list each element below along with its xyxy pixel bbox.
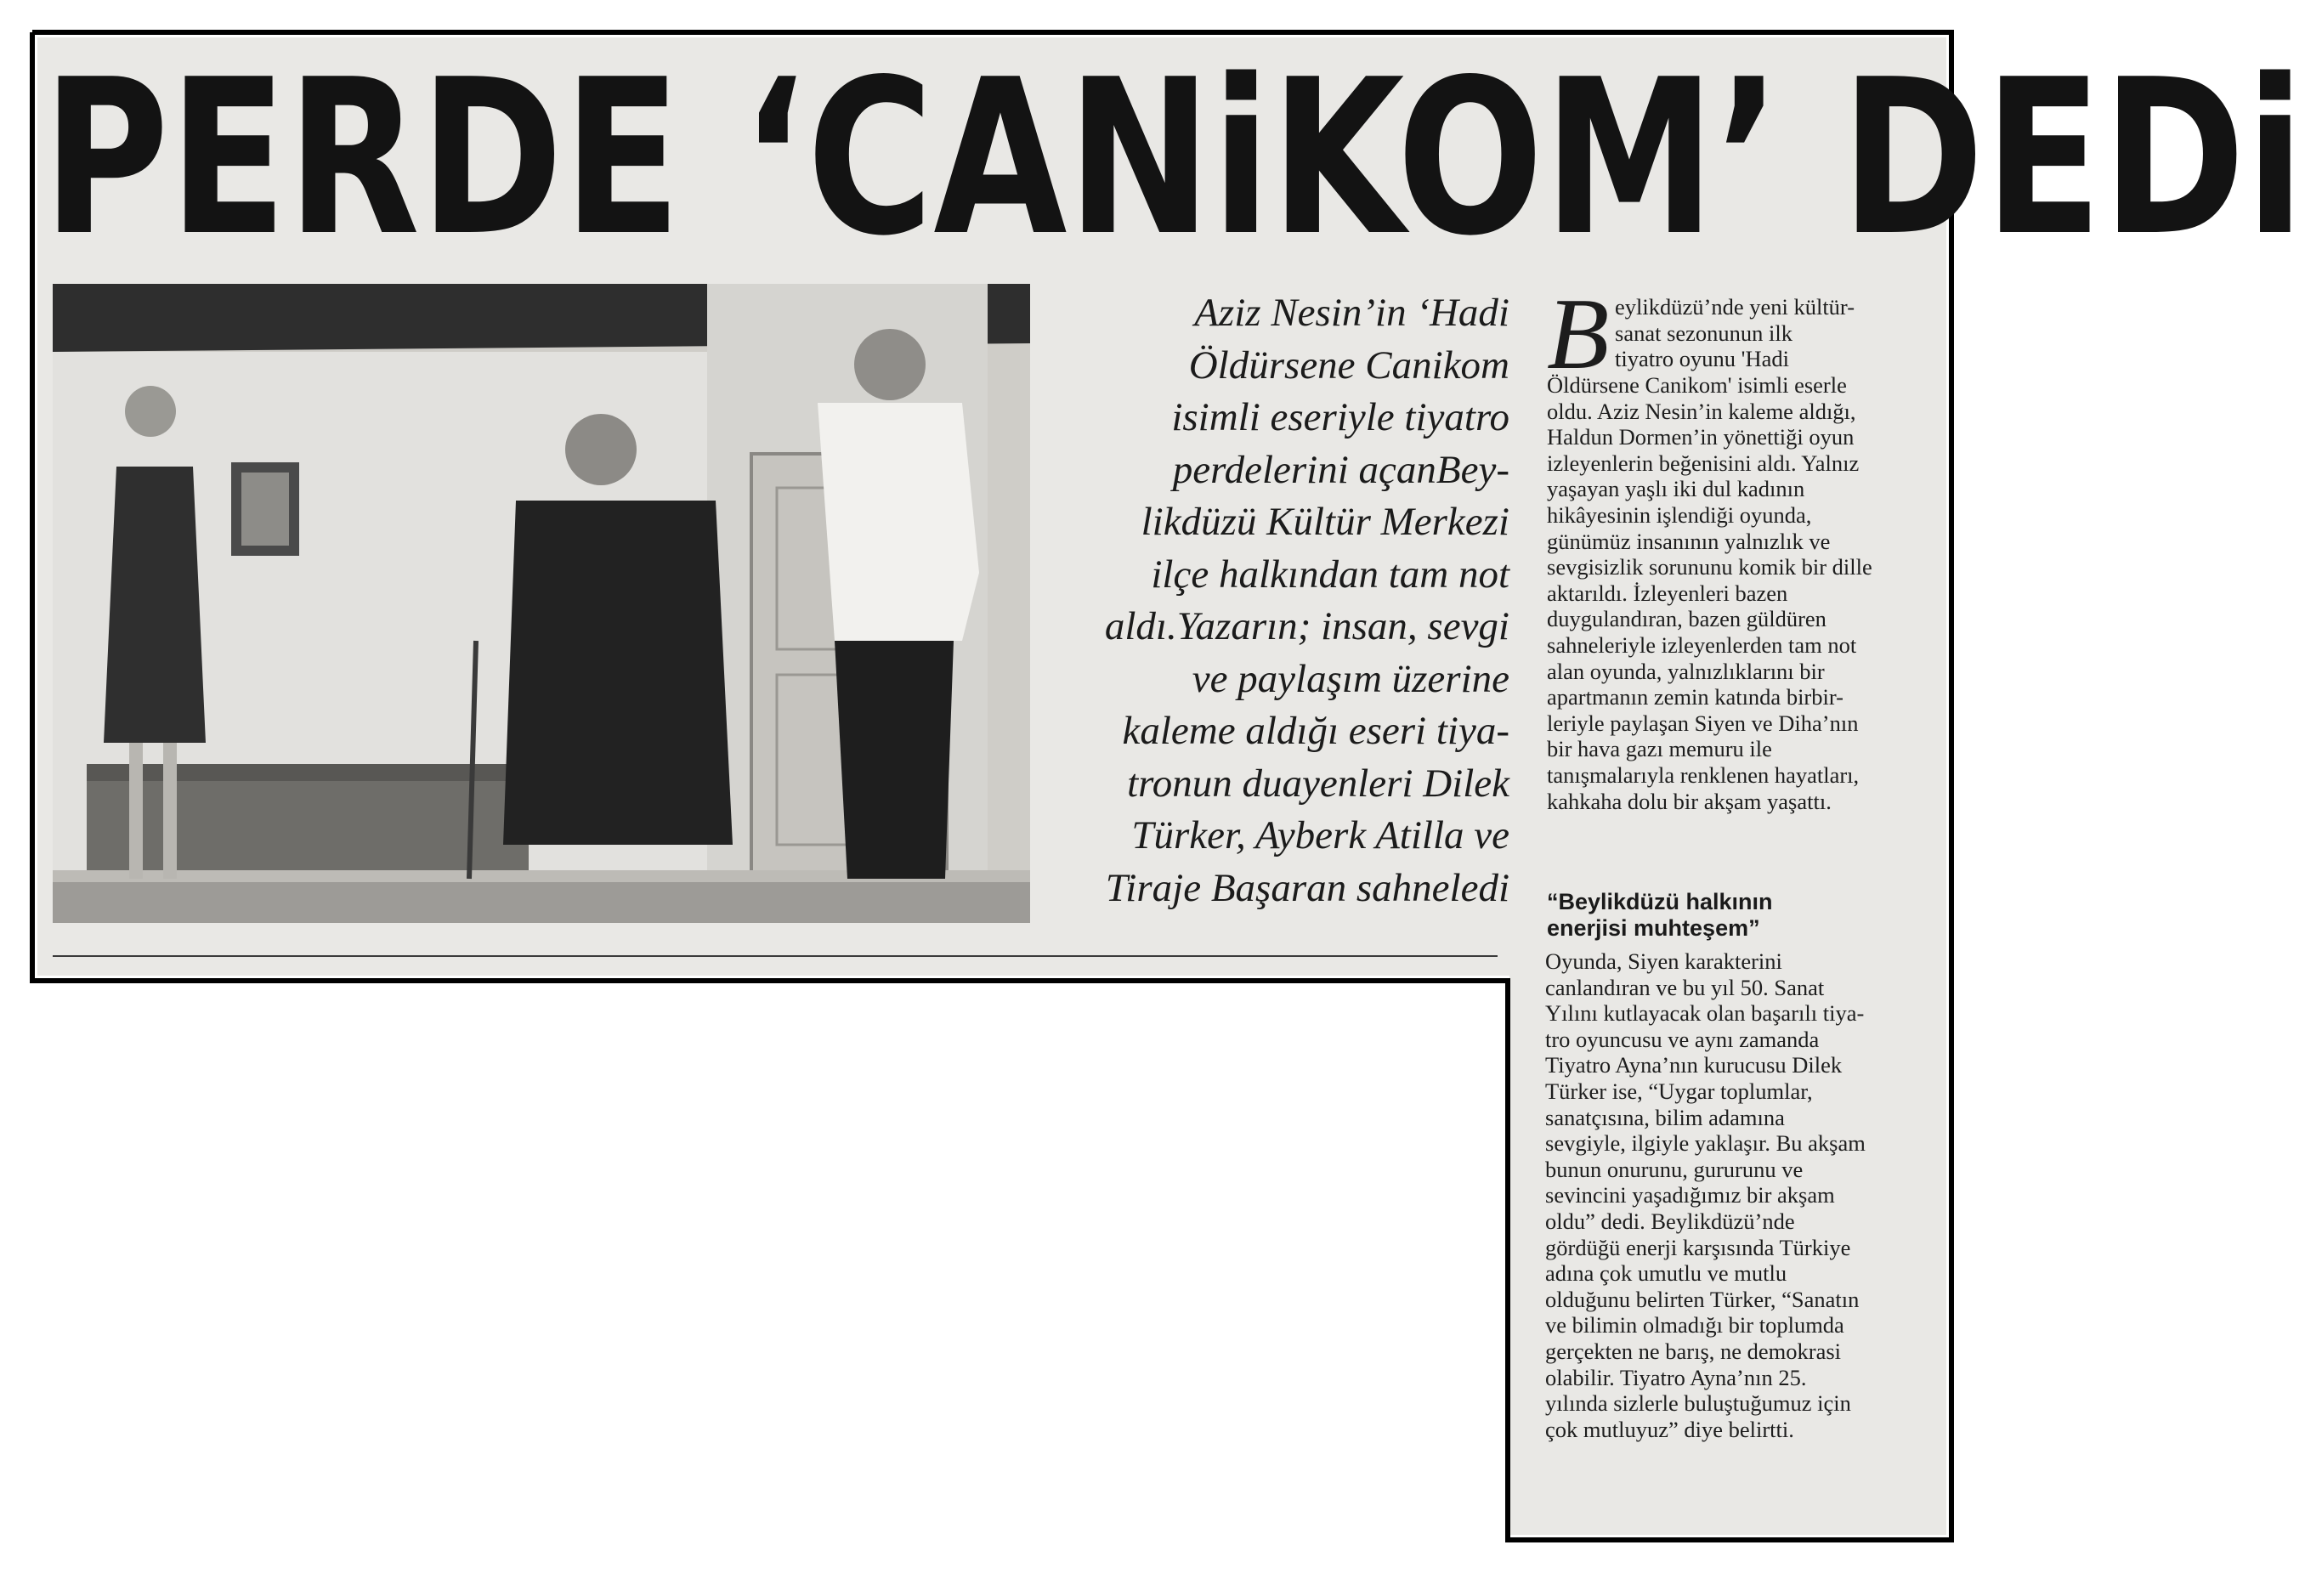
article-line: çok mutluyuz” diye belirtti.: [1545, 1416, 1794, 1442]
article-line: Tiyatro Ayna’nın kurucusu Dilek: [1545, 1052, 1843, 1078]
article-line: tiyatro oyunu 'Hadi: [1615, 346, 1789, 371]
deck-line: isimli eseriyle tiyatro: [1171, 395, 1509, 439]
deck-line: tronun duayenleri Dilek: [1127, 761, 1509, 806]
stage-photo: [53, 284, 1030, 923]
headline: PERDE ‘CANiKOM’ DEDi: [42, 34, 2305, 283]
article-line: yaşayan yaşlı iki dul kadının: [1547, 476, 1805, 502]
article-line: canlandıran ve bu yıl 50. Sanat: [1545, 974, 1825, 1000]
article-line: adına çok umutlu ve mutlu: [1545, 1260, 1787, 1287]
article-line: eylikdüzü’nde yeni kültür-: [1615, 294, 1855, 320]
article-line: bir hava gazı memuru ile: [1547, 736, 1772, 762]
article-line: alan oyunda, yalnızlıklarını bir: [1547, 658, 1825, 684]
article-line: Türker ise, “Uygar toplumlar,: [1545, 1078, 1813, 1104]
deck-line: aldı.Yazarın; insan, sevgi: [1104, 604, 1509, 648]
article-line: Oyunda, Siyen karakterini: [1545, 948, 1782, 974]
article-line: bunun onurunu, gururunu ve: [1545, 1156, 1804, 1182]
drop-cap: B: [1547, 277, 1610, 390]
article-subhead: [1547, 889, 1904, 942]
article-line: sevgiyle, ilgiyle yaklaşır. Bu akşam: [1545, 1130, 1866, 1157]
article-line: ve bilimin olmadığı bir toplumda: [1545, 1312, 1844, 1338]
deck-line: Tiraje Başaran sahneledi: [1105, 865, 1509, 910]
article-line: sevgisizlik sorununu komik bir dille: [1547, 554, 1872, 580]
article-line: tanışmalarıyla renklenen hayatları,: [1547, 761, 1860, 788]
article-line: Haldun Dormen’in yönettiği oyun: [1547, 424, 1855, 450]
deck-line: kaleme aldığı eseri tiya-: [1122, 709, 1509, 753]
article-line: apartmanın zemin katında birbir-: [1547, 684, 1843, 710]
article-line: leriyle paylaşan Siyen ve Diha’nın: [1547, 710, 1859, 736]
article-line: sanatçısına, bilim adamına: [1545, 1104, 1785, 1130]
article-line: gördüğü enerji karşısında Türkiye: [1545, 1234, 1851, 1260]
article-line: tro oyuncusu ve aynı zamanda: [1545, 1026, 1820, 1052]
article-line: sanat sezonunun ilk: [1615, 320, 1793, 346]
article-line: aktarıldı. İzleyenleri bazen: [1547, 580, 1788, 606]
article-line: olduğunu belirten Türker, “Sanatın: [1545, 1286, 1860, 1312]
article-line: yılında sizlerle buluştuğumuz için: [1545, 1390, 1851, 1417]
article-body-continued: [1545, 948, 1902, 1442]
article-line: olabilir. Tiyatro Ayna’nın 25.: [1545, 1364, 1807, 1390]
article-line: kahkaha dolu bir akşam yaşattı.: [1547, 788, 1832, 814]
article-line: Öldürsene Canikom' isimli eserle: [1547, 372, 1847, 398]
deck-line: Aziz Nesin’in ‘Hadi: [1194, 291, 1509, 335]
article-line: günümüz insanının yalnızlık ve: [1547, 528, 1831, 554]
deck-text: [1045, 287, 1509, 942]
deck-line: perdelerini açanBey-: [1172, 447, 1509, 492]
article-line: sevincini yaşadığımız bir akşam: [1545, 1182, 1835, 1208]
deck-line: likdüzü Kültür Merkezi: [1141, 500, 1509, 544]
deck-line: ve paylaşım üzerine: [1192, 656, 1509, 701]
subhead-line: “Beylikdüzü halkının: [1547, 889, 1773, 914]
article-line: Yılını kutlayacak olan başarılı tiya-: [1545, 1000, 1865, 1027]
subhead-line: enerjisi muhteşem”: [1547, 915, 1760, 941]
deck-line: Öldürsene Canikom: [1188, 342, 1509, 388]
article-line: oldu” dedi. Beylikdüzü’nde: [1545, 1208, 1795, 1234]
article-line: hikâyesinin işlendiği oyunda,: [1547, 501, 1812, 528]
article-line: izleyenlerin beğenisini aldı. Yalnız: [1547, 450, 1860, 476]
deck-line: ilçe halkından tam not: [1151, 552, 1509, 597]
article-line: sahneleriyle izleyenlerden tam not: [1547, 631, 1857, 658]
article-body: [1547, 372, 1895, 814]
article-line: gerçekten ne barış, ne demokrasi: [1545, 1338, 1842, 1364]
divider-rule: [53, 955, 1498, 957]
article-line: oldu. Aziz Nesin’in kaleme aldığı,: [1547, 398, 1856, 424]
article-intro: [1615, 294, 1895, 372]
deck-line: Türker, Ayberk Atilla ve: [1131, 813, 1509, 857]
article-line: duygulandıran, bazen güldüren: [1547, 606, 1826, 632]
